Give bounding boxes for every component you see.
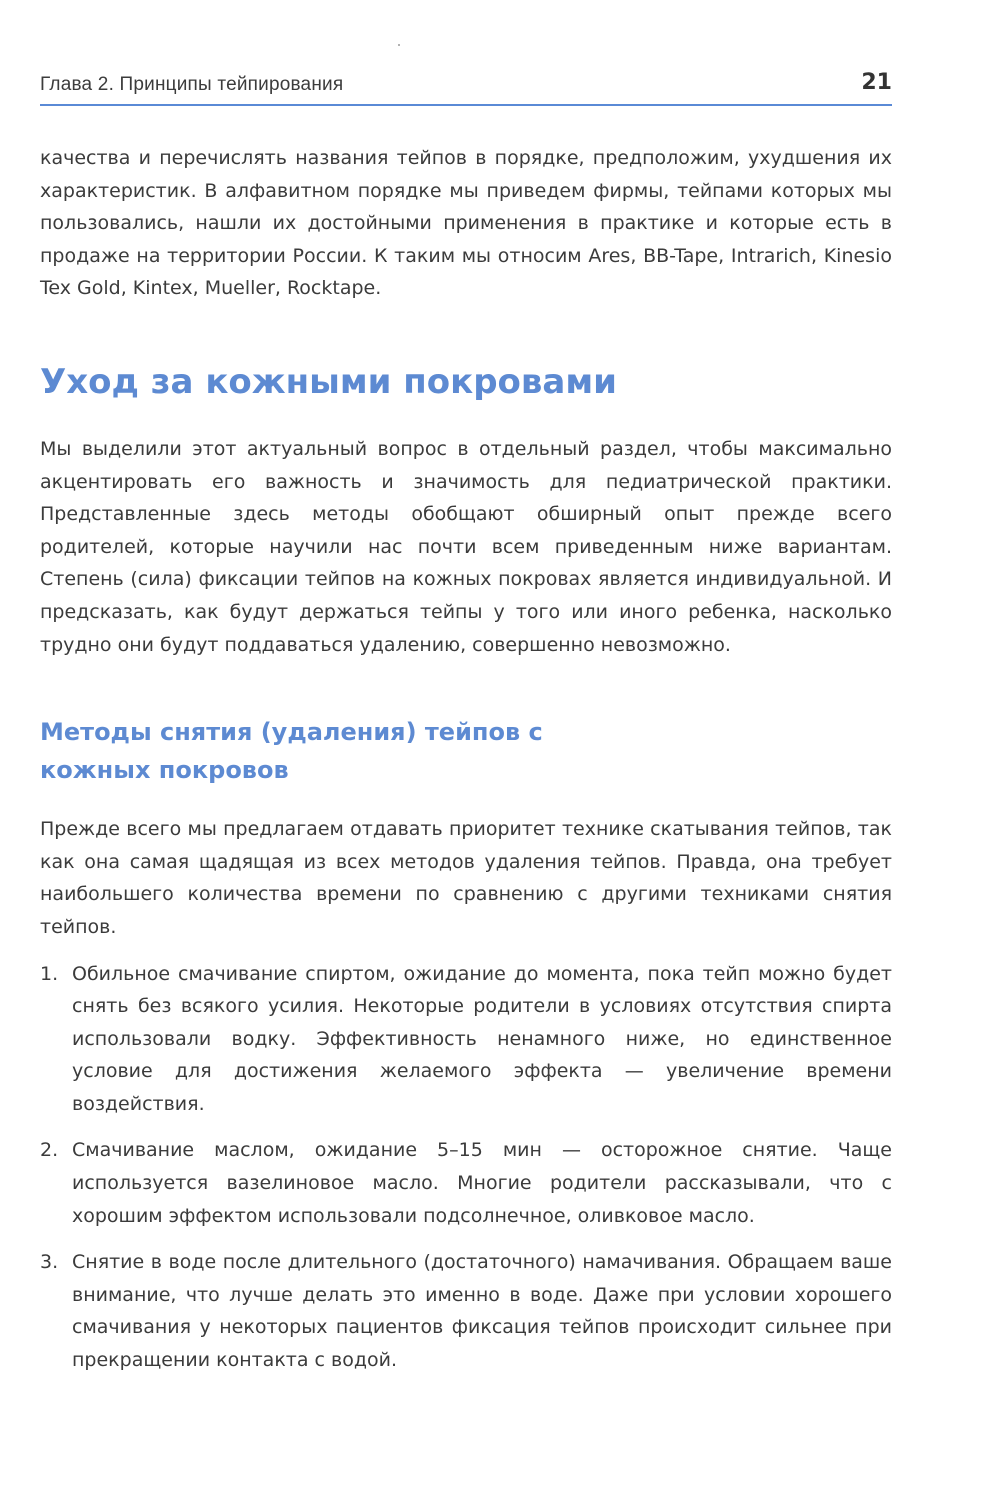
- methods-list: [40, 958, 892, 1377]
- list-item-number: 3.: [40, 1251, 59, 1274]
- speck: [398, 44, 400, 46]
- subsection-heading: Методы снятия (удаления) тейпов с кожных покровов: [40, 718, 543, 785]
- page-number: 21: [861, 70, 892, 95]
- section-paragraph: Мы выделили этот актуальный вопрос в отдельный раздел, чтобы максимально акцентировать его важность и значимость для педиатрической практики. Представленные здесь методы обобщают обширный опыт прежде всего родителей, которые научили нас почти всем приведенным ниже вариантам. Степень (сила) фиксации тейпов на кожных покровах является индивидуальной. И предсказать, как будут держаться тейпы у того или иного ребенка, насколько трудно они будут поддаваться удалению, совершенно невозможно.: [40, 437, 892, 656]
- list-item-text: Обильное смачивание спиртом, ожидание до момента, пока тейп можно будет снять без всякого усилия. Некоторые родители в условиях отсутствия спирта использовали водку. Эффективность ненамного ниже, но единственное условие для достижения желаемого эффекта — увеличение времени воздействия.: [72, 962, 892, 1115]
- list-item-number: 2.: [40, 1139, 59, 1162]
- page-content: [40, 142, 892, 1377]
- section-heading: Уход за кожными покровами: [40, 361, 617, 402]
- subsection-paragraph: Прежде всего мы предлагаем отдавать приоритет технике скатывания тейпов, так как она самая щадящая из всех методов удаления тейпов. Правда, она требует наибольшего количества времени по сравнению с другими техниками снятия тейпов.: [40, 818, 892, 938]
- list-item-text: Снятие в воде после длительного (достаточного) намачивания. Обращаем ваше внимание, что лучше делать это именно в воде. Даже при условии хорошего смачивания у некоторых пациентов фиксация тейпов происходит сильнее при прекращении контакта с водой.: [72, 1251, 892, 1372]
- list-item-number: 1.: [40, 962, 59, 985]
- running-header: [40, 70, 892, 106]
- list-item: [40, 1134, 892, 1232]
- intro-paragraph: качества и перечислять названия тейпов в порядке, предположим, ухудшения их характеристик. В алфавитном порядке мы приведем фирмы, тейпами которых мы пользовались, нашли их достойными применения в практике и которые есть в продаже на территории России. К таким мы относим Ares, BB-Tape, Intrarich, Kinesio Tex Gold, Kintex, Mueller, Rocktape.: [40, 147, 892, 300]
- list-item: [40, 1246, 892, 1376]
- list-item: [40, 958, 892, 1121]
- chapter-title: Глава 2. Принципы тейпирования: [40, 74, 344, 95]
- list-item-text: Смачивание маслом, ожидание 5–15 мин — осторожное снятие. Чаще используется вазелиновое масло. Многие родители рассказывали, что с хорошим эффектом использовали подсолнечное, оливковое масло.: [72, 1139, 892, 1227]
